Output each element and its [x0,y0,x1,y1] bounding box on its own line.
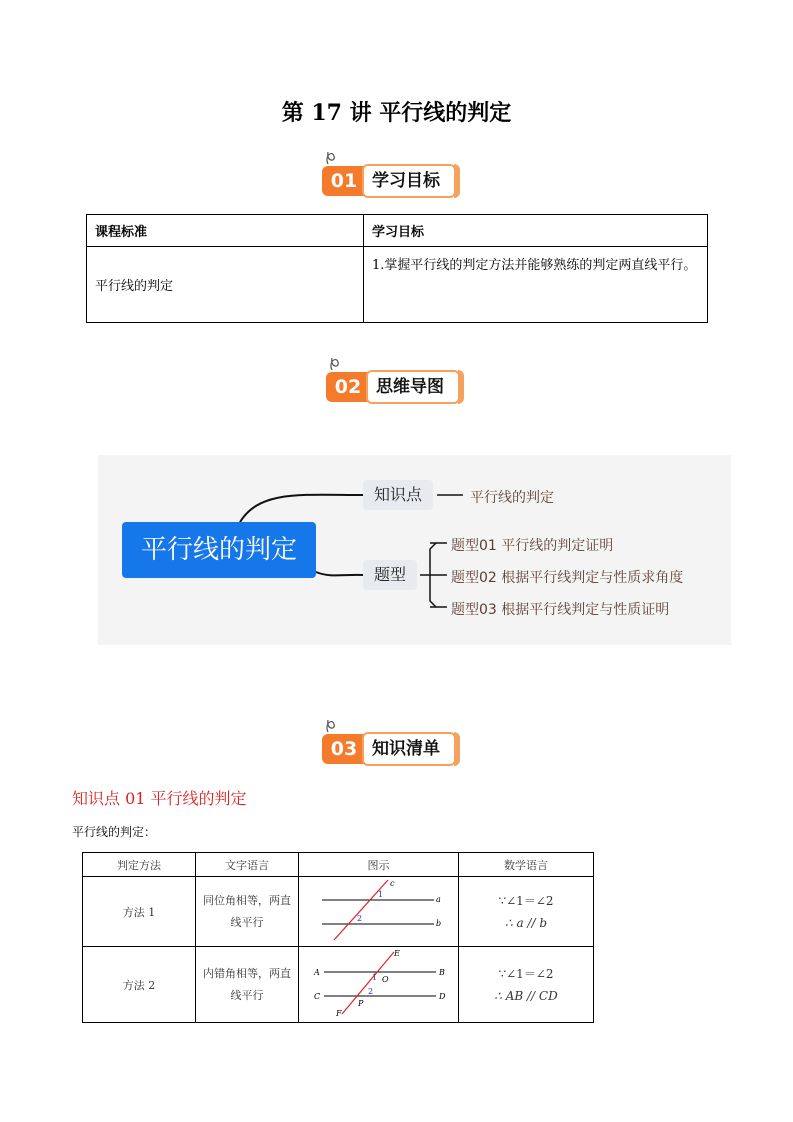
knowledge-point-desc: 平行线的判定： [72,825,157,839]
fig-label: B [438,968,445,977]
method-header: 判定方法 [83,853,196,877]
fig-angle: 2 [367,987,373,996]
method-text-line: 内错角相等，两直 [203,966,291,980]
mindmap-leaf: 题型02 根据平行线判定与性质求角度 [451,570,684,586]
method-text-line: 线平行 [230,915,264,929]
fig-label: P [357,999,363,1008]
fig-label: A [313,968,320,977]
page-title: 第 17 讲 平行线的判定 [281,100,512,126]
fig-angle: 1 [377,890,383,899]
fig-label: a [435,895,441,904]
method-name: 方法 1 [83,877,196,947]
objectives-cell-standard: 平行线的判定 [87,247,364,323]
mindmap-branch-knowledge: 知识点 [363,480,433,510]
fig-angle: 1 [371,973,377,982]
knowledge-point-title: 知识点 01 平行线的判定 [72,789,247,808]
method-figure [299,877,459,947]
method-text [196,947,299,1023]
section-label: 思维导图 [366,370,460,404]
method-table [82,852,594,1023]
figure-alternate-angles [304,948,454,1018]
section-label: 知识清单 [362,732,456,766]
fig-label: b [435,919,441,928]
method-text-line: 同位角相等，两直 [203,893,291,907]
fig-angle: 2 [356,914,362,923]
method-math-line: ∵∠1＝∠2 [498,966,554,981]
mindmap-center-node: 平行线的判定 [122,522,316,578]
fig-label: E [393,949,400,958]
mindmap-leaf: 平行线的判定 [470,490,554,506]
section-num: 02 [326,372,370,402]
objectives-header-goal: 学习目标 [364,215,708,247]
mindmap-leaf: 题型01 平行线的判定证明 [451,538,614,554]
method-text-line: 线平行 [230,988,264,1002]
figure-corresponding-angles [304,878,454,942]
method-math [459,877,594,947]
section-badge-03 [322,726,472,766]
fig-label: F [335,1009,342,1018]
fig-label: C [313,992,320,1001]
fig-label: c [389,879,394,888]
fig-label: D [438,992,445,1001]
method-header: 文字语言 [196,853,299,877]
objectives-header-standard: 课程标准 [87,215,364,247]
method-header: 数学语言 [459,853,594,877]
section-num: 01 [322,166,366,196]
section-label: 学习目标 [362,164,456,198]
method-name: 方法 2 [83,947,196,1023]
method-math [459,947,594,1023]
method-header: 图示 [299,853,459,877]
method-math-line: ∴ a // b [505,915,547,930]
section-num: 03 [322,734,366,764]
method-figure [299,947,459,1023]
method-text [196,877,299,947]
mindmap-branch-types: 题型 [363,560,417,590]
objectives-cell-goal: 1.掌握平行线的判定方法并能够熟练的判定两直线平行。 [364,247,708,323]
fig-label: O [381,975,389,984]
mindmap-leaf: 题型03 根据平行线判定与性质证明 [451,602,670,618]
method-math-line: ∴ AB // CD [494,988,558,1003]
curl-icon [322,714,342,734]
method-math-line: ∵∠1＝∠2 [498,893,554,908]
